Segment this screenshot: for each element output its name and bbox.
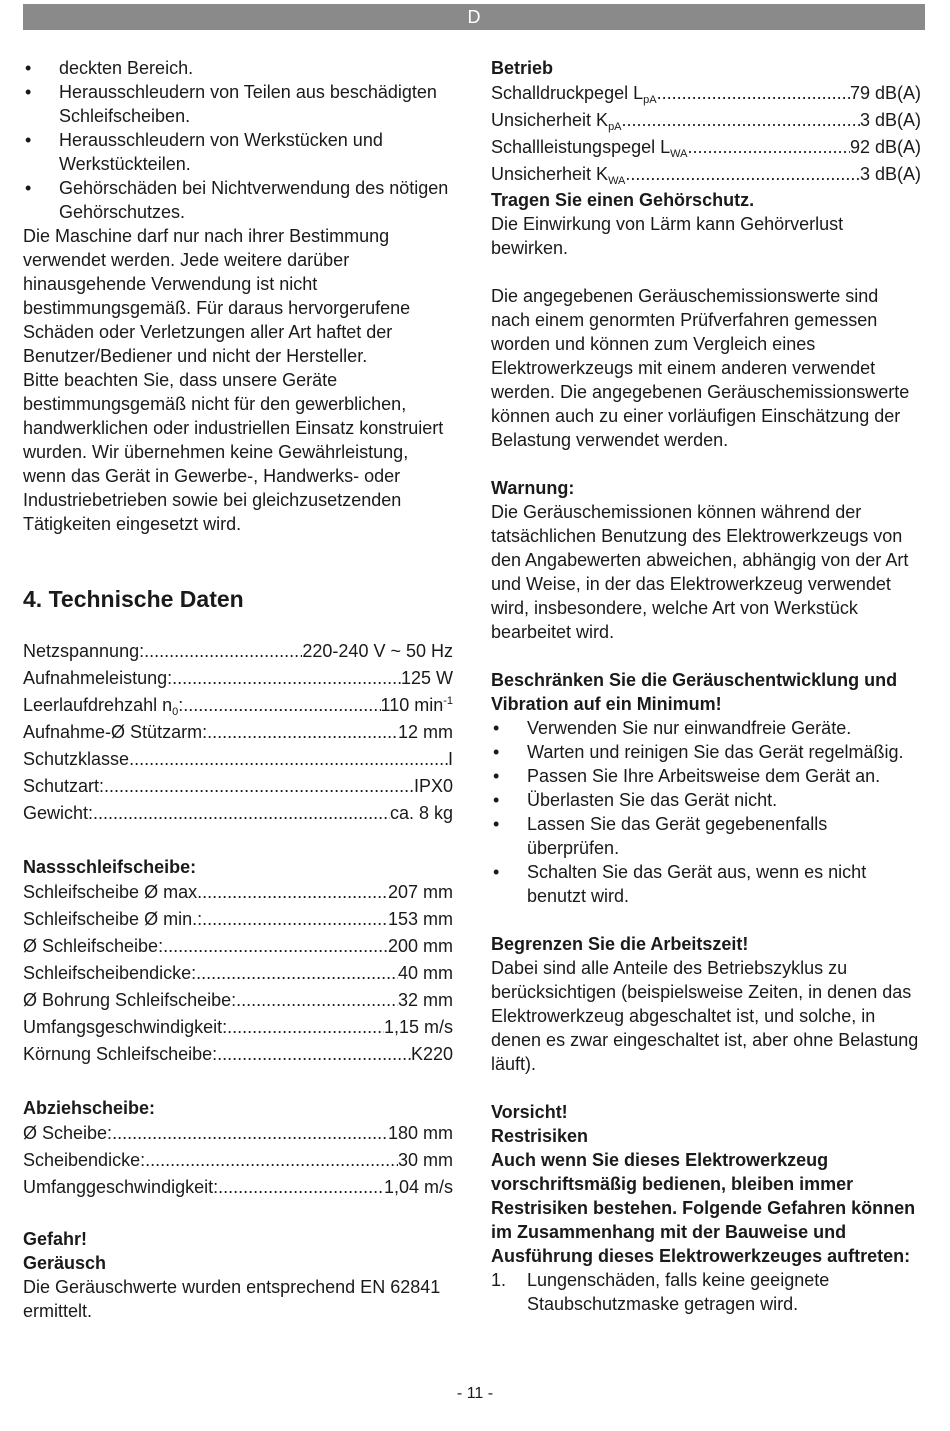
spec-row: Ø Schleifscheibe: ..... 200 mm bbox=[23, 933, 453, 960]
sound-row: Unsicherheit $K_{pA}$ ..... 3 dB(A) bbox=[491, 107, 921, 134]
worktime-text: Dabei sind alle Anteile des Betriebszyklus zu berücksichtigen (beispielsweise Zeiten, in denen das Elektrowerkzeug abgeschaltet ist, und solche, in denen es zwar eingeschaltet ist, aber ohne Belastung läuft). bbox=[491, 958, 919, 1074]
dressing-wheel-title: Abziehscheibe: bbox=[23, 1098, 156, 1118]
spec-row: Schleifscheibendicke: ..... 40 mm bbox=[23, 960, 453, 987]
residual-risk-text: Auch wenn Sie dieses Elektrowerkzeug vorschriftsmäßig bedienen, bleiben immer Restrisiken bestehen. Folgende Gefahren können im Zusammenhang mit der Bauweise und Ausführung dieses Elektrowerkzeuges auftreten: bbox=[491, 1150, 916, 1266]
language-code: D bbox=[467, 7, 481, 27]
spec-row: Ø Scheibe: ..... 180 mm bbox=[23, 1120, 453, 1147]
wet-wheel-title: Nassschleifscheibe: bbox=[23, 857, 197, 877]
spec-row: Umfanggeschwindigkeit: ..... 1,04 m/s bbox=[23, 1174, 453, 1201]
noise-heading: Geräusch bbox=[23, 1253, 107, 1273]
spec-row: Schutzart: ..... IPX0 bbox=[23, 773, 453, 800]
spec-row: Netzspannung: ..... 220-240 V ~ 50 Hz bbox=[23, 638, 453, 665]
caution-heading: Vorsicht! bbox=[491, 1102, 568, 1122]
ear-protection-heading: Tragen Sie einen Gehörschutz. bbox=[491, 190, 755, 210]
limit-bullet: • Überlasten Sie das Gerät nicht. bbox=[491, 788, 921, 812]
residual-risk-item: 1. Lungenschäden, falls keine geeignete Staubschutzmaske getragen wird. bbox=[491, 1270, 830, 1314]
hazard-bullet: • Herausschleudern von Teilen aus beschädigten Schleifscheiben. bbox=[23, 80, 453, 128]
warning-text: Die Geräuschemissionen können während der tatsächlichen Benutzung des Elektrowerkzeugs von den Angabewerten abweichen, abhängig von der Art und Weise, in der das Elektrowerkzeug verwendet wird, insbesondere, welche Art von Werkstück bearbeitet wird. bbox=[491, 502, 909, 642]
limit-bullet: • Lassen Sie das Gerät gegebenenfalls überprüfen. bbox=[491, 812, 921, 860]
sound-row: Schallleistungspegel $L_{WA}$ ..... 92 dB(A) bbox=[491, 134, 921, 161]
language-header-bar bbox=[23, 4, 925, 30]
operation-heading: Betrieb bbox=[491, 58, 554, 78]
spec-row: Umfangsgeschwindigkeit: ..... 1,15 m/s bbox=[23, 1014, 453, 1041]
spec-row: Schleifscheibe Ø max. ..... 207 mm bbox=[23, 879, 453, 906]
spec-row: Schutzklasse ..... I bbox=[23, 746, 453, 773]
warning-heading: Warnung: bbox=[491, 478, 575, 498]
warranty-paragraph: Bitte beachten Sie, dass unsere Geräte bestimmungsgemäß nicht für den gewerblichen, handwerklichen oder industriellen Einsatz konstruiert wurden. Wir übernehmen keine Gewährleistung, wenn das Gerät in Gewerbe-, Handwerks- oder Industriebetrieben sowie bei gleichzusetzenden Tätigkeiten eingesetzt wird. bbox=[23, 370, 444, 534]
page-number: - 11 - bbox=[456, 1385, 494, 1402]
spec-row: Scheibendicke: ..... 30 mm bbox=[23, 1147, 453, 1174]
right-column bbox=[491, 56, 921, 1316]
spec-row: Aufnahme-Ø Stützarm: ..... 12 mm bbox=[23, 719, 453, 746]
intended-use-paragraph: Die Maschine darf nur nach ihrer Bestimmung verwendet werden. Jede weitere darüber hinausgehende Verwendung ist nicht bestimmungsgemäß. Für daraus hervorgerufene Schäden oder Verletzungen aller Art haftet der Benutzer/Bediener und nicht der Hersteller. bbox=[23, 226, 411, 366]
emission-paragraph: Die angegebenen Geräuschemissionswerte sind nach einem genormten Prüfverfahren gemessen worden und können zum Vergleich eines Elektrowerkzeugs mit einem anderen verwendet werden. Die angegebenen Geräuschemissionswerte können auch zu einer vorläufigen Einschätzung der Belastung verwendet werden. bbox=[491, 286, 910, 450]
worktime-heading: Begrenzen Sie die Arbeitszeit! bbox=[491, 934, 749, 954]
danger-heading: Gefahr! bbox=[23, 1229, 88, 1249]
limit-bullet: • Warten und reinigen Sie das Gerät regelmäßig. bbox=[491, 740, 921, 764]
left-column bbox=[23, 56, 453, 1323]
spec-row: Schleifscheibe Ø min.: ..... 153 mm bbox=[23, 906, 453, 933]
residual-risk-heading: Restrisiken bbox=[491, 1126, 589, 1146]
spec-row: Körnung Schleifscheibe: ..... K220 bbox=[23, 1041, 453, 1068]
section-title: 4. Technische Daten bbox=[23, 586, 244, 612]
limit-bullet: • Schalten Sie das Gerät aus, wenn es nicht benutzt wird. bbox=[491, 860, 921, 908]
spec-row: Ø Bohrung Schleifscheibe: ..... 32 mm bbox=[23, 987, 453, 1014]
spec-row: Aufnahmeleistung: ..... 125 W bbox=[23, 665, 453, 692]
sound-row: Unsicherheit $K_{WA}$ ..... 3 dB(A) bbox=[491, 161, 921, 188]
limit-heading: Beschränken Sie die Geräuschentwicklung und Vibration auf ein Minimum! bbox=[491, 670, 898, 714]
hazard-bullet: • Gehörschäden bei Nichtverwendung des nötigen Gehörschutzes. bbox=[23, 176, 453, 224]
sound-row: Schalldruckpegel $L_{pA}$ ..... 79 dB(A) bbox=[491, 80, 921, 107]
hazard-bullet: • Herausschleudern von Werkstücken und Werkstückteilen. bbox=[23, 128, 453, 176]
limit-bullet: • Passen Sie Ihre Arbeitsweise dem Gerät an. bbox=[491, 764, 921, 788]
spec-row: Leerlaufdrehzahl $n_0$: ..... 110 $\min^{-1}$ bbox=[23, 692, 453, 719]
limit-bullet: • Verwenden Sie nur einwandfreie Geräte. bbox=[491, 716, 921, 740]
noise-text: Die Geräuschwerte wurden entsprechend EN 62841 ermittelt. bbox=[23, 1277, 441, 1321]
ear-protection-text: Die Einwirkung von Lärm kann Gehörverlust bewirken. bbox=[491, 214, 844, 258]
intro-continuation: • deckten Bereich. bbox=[23, 56, 453, 80]
spec-row: Gewicht: ..... ca. 8 kg bbox=[23, 800, 453, 827]
